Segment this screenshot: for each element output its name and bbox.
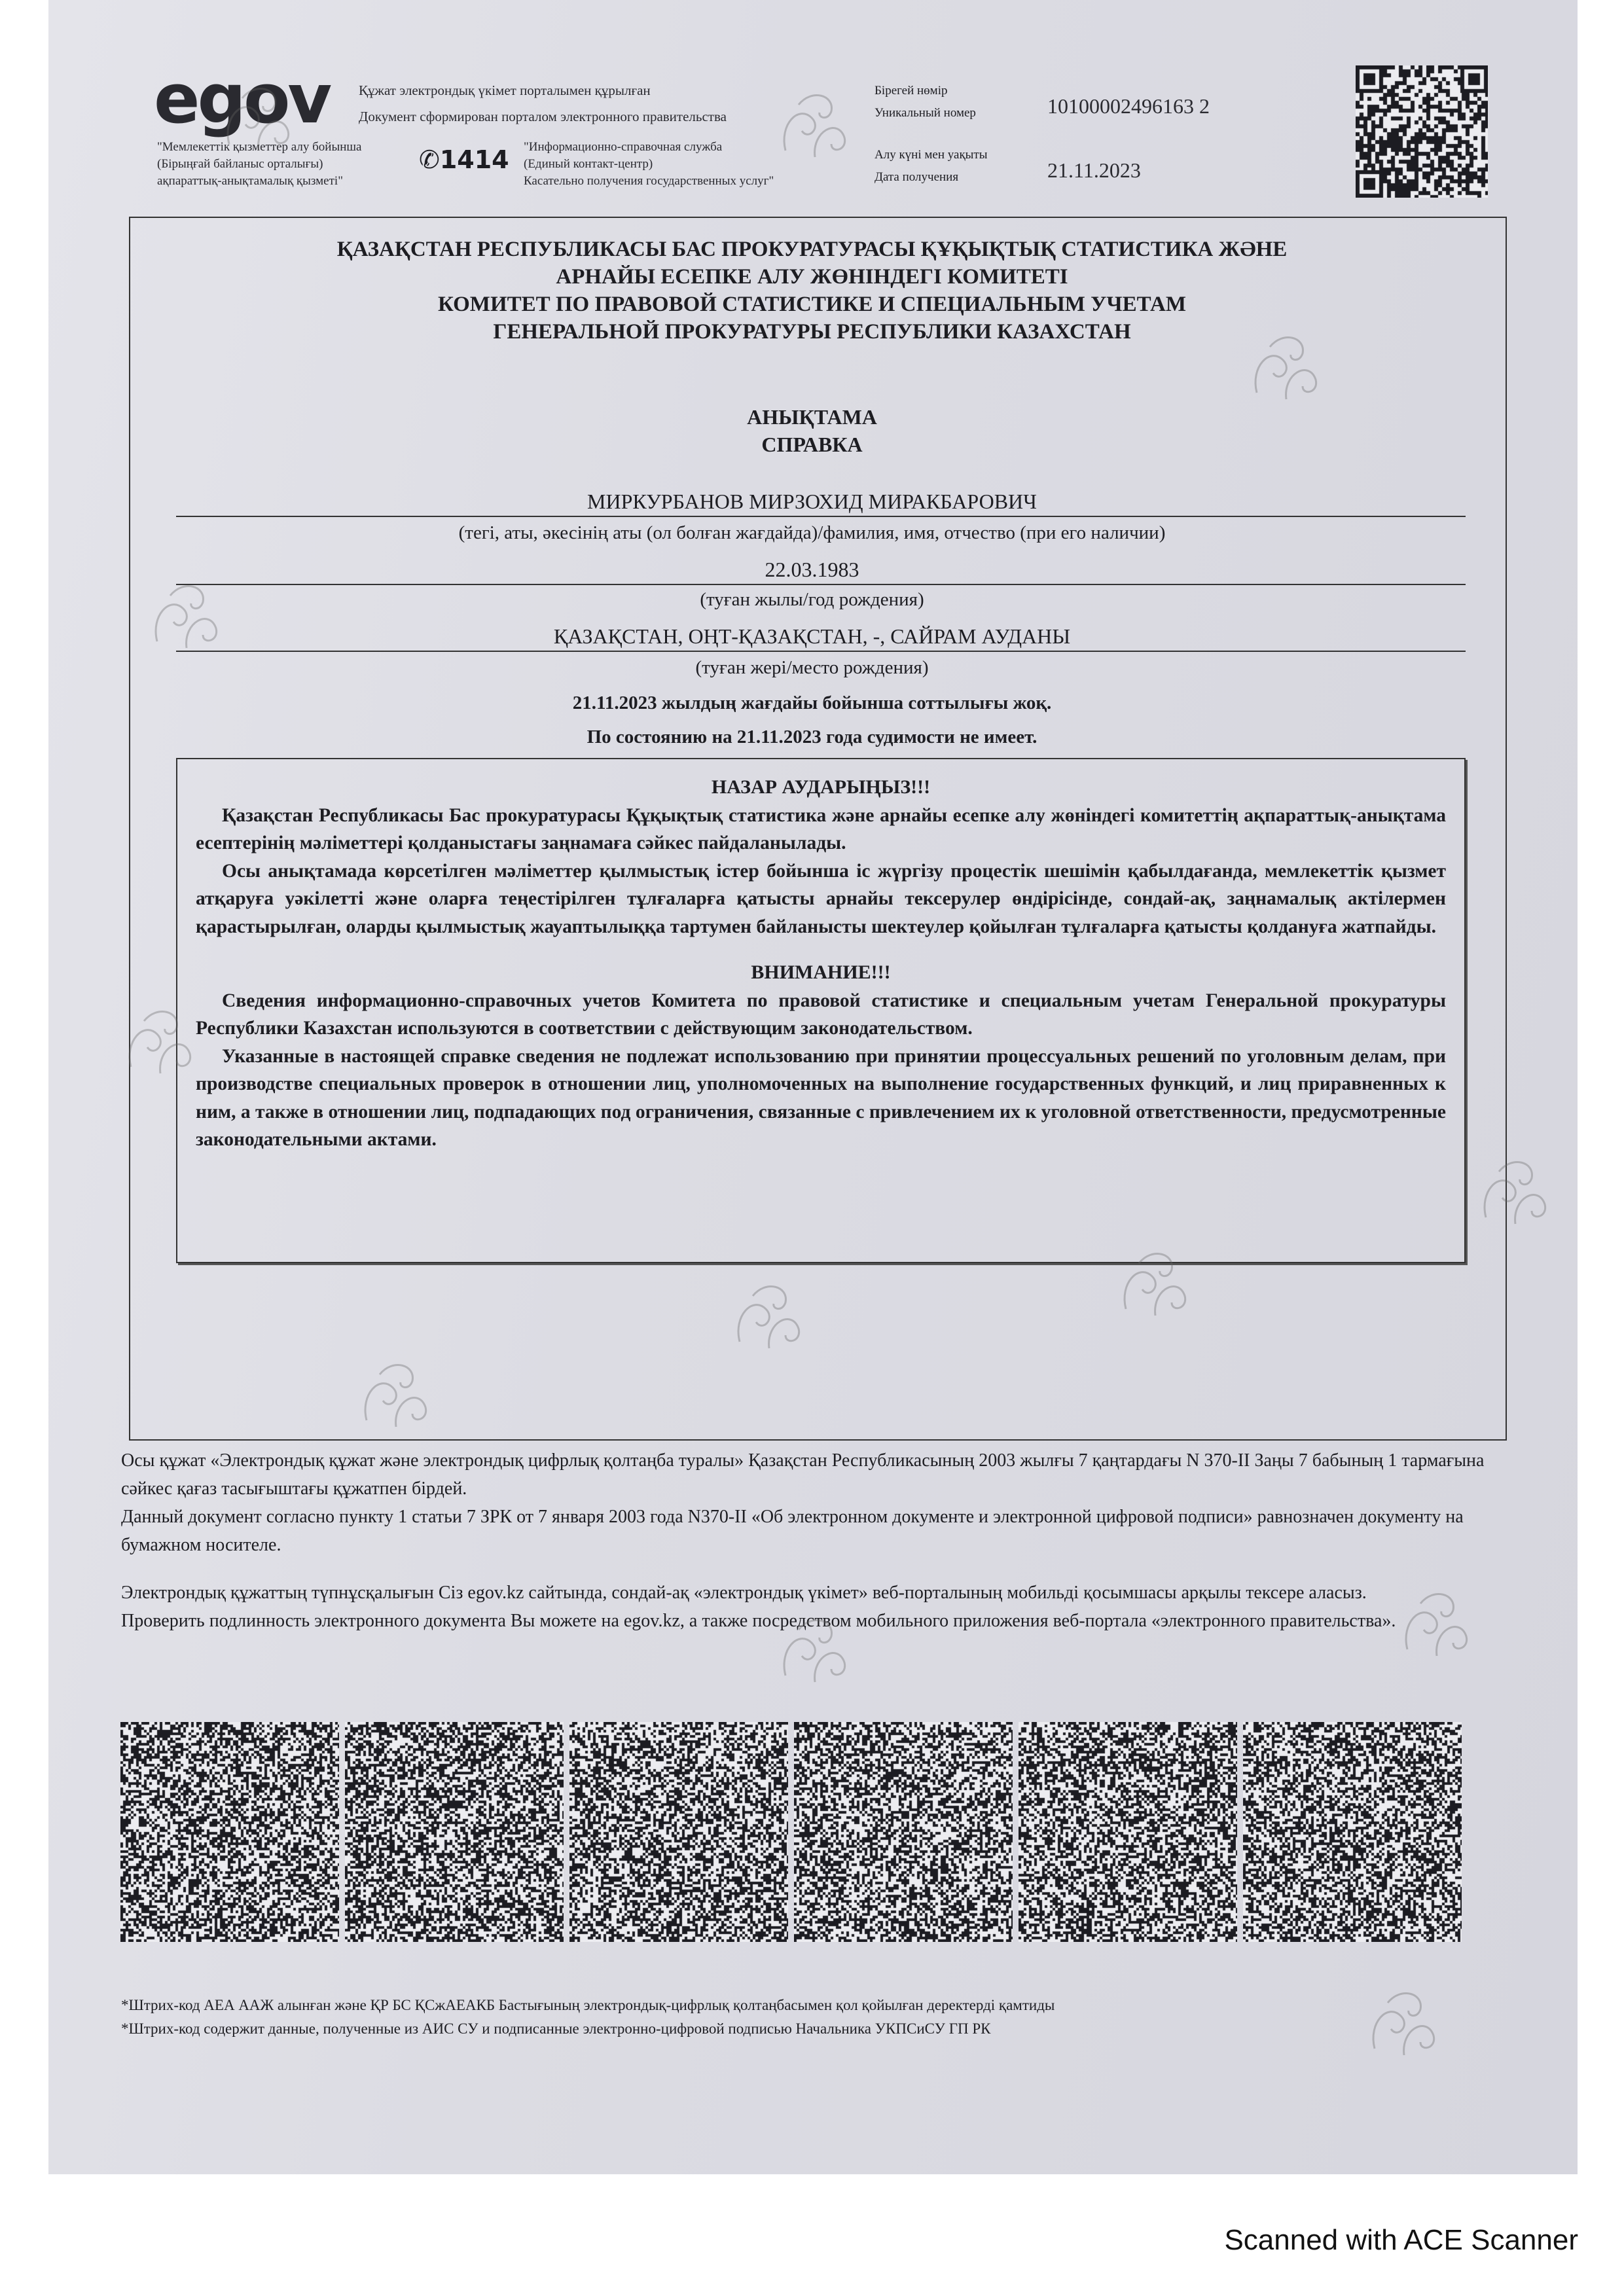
result-ru: По состоянию на 21.11.2023 года судимости не имеет. (586, 726, 1038, 747)
ornament-watermark-icon (1244, 327, 1329, 416)
portal-note-ru: Документ сформирован порталом электронного правительства (359, 109, 727, 124)
ornament-watermark-icon (772, 85, 857, 173)
divider (176, 516, 1466, 517)
document-type (0, 403, 1624, 458)
receipt-date: 21.11.2023 (1047, 158, 1141, 182)
ornament-watermark-icon (144, 576, 229, 664)
portal-note-kz: Құжат электрондық үкімет порталымен құрылған (359, 82, 651, 98)
egov-logo: egov (154, 59, 330, 139)
legal-note-ru: Данный документ согласно пункту 1 статьи 7 ЗРК от 7 января 2003 года N370-II «Об электронном документе и электронной цифровой подписи» равнозначен документу на бумажном носителе. (121, 1507, 1464, 1555)
barcode-block (1019, 1722, 1237, 1942)
ornament-watermark-icon (353, 1355, 439, 1443)
ornament-watermark-icon (1394, 1584, 1479, 1672)
unique-number-labels (875, 80, 976, 124)
phone-icon: ✆ (419, 145, 440, 174)
barcode-block (345, 1722, 564, 1942)
service-ru-line: "Информационно-справочная служба (524, 140, 723, 154)
issuer-title (0, 236, 1624, 346)
birth-place-caption: (туған жері/место рождения) (695, 657, 929, 678)
title-line: ҚАЗАҚСТАН РЕСПУБЛИКАСЫ БАС ПРОКУРАТУРАСЫ ҚҰҚЫҚТЫҚ СТАТИСТИКА ЖӘНЕ (336, 238, 1288, 261)
qr-code (1356, 65, 1488, 198)
title-line: ГЕНЕРАЛЬНОЙ ПРОКУРАТУРЫ РЕСПУБЛИКИ КАЗАХСТАН (493, 320, 1131, 344)
notice-paragraph: Осы анықтамада көрсетілген мәліметтер қылмыстық істер бойынша іс жүргізу процестік шешімін қабылдағанда, мемлекеттік қызмет атқаруға уәкілетті және оларға теңестірілген тұлғаларға қатысты арнайы тексерулер өндірісінде, сондай-ақ, заңнамалық актілермен қарастырылған, оларды қылмыстық жауаптылыққа тартумен байланысты шектеулер қойылған тұлғаларға қатысты қолдануға жатпайды. (196, 860, 1446, 937)
result-kz: 21.11.2023 жылдың жағдайы бойынша соттылығы жоқ. (572, 692, 1052, 713)
phone-number (419, 145, 509, 174)
scanner-watermark: Scanned with ACE Scanner (1224, 2224, 1578, 2256)
footnotes (121, 1994, 1055, 2041)
verify-note-ru: Проверить подлинность электронного документа Вы можете на egov.kz, а также посредством мобильного приложения веб-портала «электронного правительства». (121, 1611, 1396, 1631)
ornament-watermark-icon (1113, 1244, 1198, 1332)
barcode-block (569, 1722, 788, 1942)
notice-heading-ru: ВНИМАНИЕ!!! (751, 961, 891, 983)
service-kz-line: ақпараттық-анықтамалық қызметі" (157, 174, 343, 188)
service-ru-line: Касательно получения государственных услуг" (524, 174, 774, 188)
divider (176, 651, 1466, 652)
legal-note (121, 1446, 1489, 1635)
portal-note (359, 77, 727, 130)
name-caption: (тегі, аты, әкесінің аты (ол болған жағдайда)/фамилия, имя, отчество (при его наличии) (458, 522, 1166, 543)
label: Дата получения (875, 170, 959, 184)
service-kz-line: "Мемлекеттік қызметтер алу бойынша (157, 140, 362, 154)
verify-note-kz: Электрондық құжаттың түпнұсқалығын Сіз egov.kz сайтында, сондай-ақ «электрондық үкімет» веб-порталының мобильді қосымшасы арқылы тексере аласыз. (121, 1583, 1367, 1603)
notice-heading-kz: НАЗАР АУДАРЫҢЫЗ!!! (711, 776, 931, 798)
label: Алу күні мен уақыты (875, 148, 988, 162)
barcode-block (1243, 1722, 1462, 1942)
service-ru (524, 139, 774, 190)
notice-paragraph: Сведения информационно-справочных учетов Комитета по правовой статистике и специальным учетам Генеральной прокуратуры Республики Казахстан используются в соответствии с действующим законодательством. (196, 990, 1446, 1039)
unique-number: 10100002496163 2 (1047, 94, 1210, 118)
barcode-block (120, 1722, 339, 1942)
notice-paragraph: Қазақстан Республикасы Бас прокуратурасы Құқықтық статистика және арнайы есепке алу жөніндегі комитеттің ақпараттық-анықтама есептерінің мәліметтері қолданыстағы заңнамаға сәйкес пайдаланылады. (196, 804, 1446, 853)
divider (176, 584, 1466, 585)
label: Уникальный номер (875, 106, 976, 120)
ornament-watermark-icon (772, 1610, 857, 1698)
ornament-watermark-icon (1362, 1983, 1447, 2072)
service-kz-line: (Бірыңғай байланыс орталығы) (157, 157, 323, 171)
birth-date-caption: (туған жылы/год рождения) (700, 589, 924, 610)
service-ru-line: (Единый контакт-центр) (524, 157, 653, 171)
doc-type-ru: СПРАВКА (761, 433, 863, 456)
barcode-block (794, 1722, 1013, 1942)
ornament-watermark-icon (118, 1001, 203, 1090)
notice-paragraph: Указанные в настоящей справке сведения не подлежат использованию при принятии процессуальных решений по уголовным делам, при производстве специальных проверок в отношении лиц, уполномоченных на выполнение государственных функций, и лиц приравненных к ним, а также в отношении лиц, подпадающих под ограничения, связанные с привлечением их к уголовной ответственности, предусмотренные законодательными актами. (196, 1045, 1446, 1150)
birth-date: 22.03.1983 (765, 558, 859, 581)
footnote: *Штрих-код АЕА ААЖ алынған және ҚР БС ҚСжАЕАКБ Бастығының электрондық-цифрлық қолтаңбасымен қол қойылған деректерді қамтиды (121, 1997, 1055, 2013)
label: Бірегей нөмір (875, 84, 948, 98)
person-name: МИРКУРБАНОВ МИРЗОХИД МИРАКБАРОВИЧ (587, 490, 1037, 513)
legal-note-kz: Осы құжат «Электрондық құжат және электрондық цифрлық қолтаңба туралы» Қазақстан Республикасының 2003 жылғы 7 қаңтардағы N 370-II Заңы 7 бабының 1 тармағына сәйкес қағаз тасығыштағы құжатпен бірдей. (121, 1450, 1485, 1499)
title-line: КОМИТЕТ ПО ПРАВОВОЙ СТАТИСТИКЕ И СПЕЦИАЛЬНЫМ УЧЕТАМ (438, 293, 1186, 316)
ornament-watermark-icon (727, 1276, 812, 1365)
footnote: *Штрих-код содержит данные, полученные из АИС СУ и подписанные электронно-цифровой подписью Начальника УКПСиСУ ГП РК (121, 2020, 991, 2037)
doc-type-kz: АНЫҚТАМА (747, 405, 877, 429)
ornament-watermark-icon (216, 79, 301, 167)
phone-text: 1414 (439, 145, 509, 174)
notice-box (176, 758, 1466, 1263)
birth-place: ҚАЗАҚСТАН, ОҢТ-ҚАЗАҚСТАН, -, САЙРАМ АУДАНЫ (553, 624, 1071, 648)
ornament-watermark-icon (1473, 1152, 1558, 1240)
date-labels (875, 144, 988, 188)
title-line: АРНАЙЫ ЕСЕПКЕ АЛУ ЖӨНІНДЕГІ КОМИТЕТІ (556, 265, 1068, 289)
